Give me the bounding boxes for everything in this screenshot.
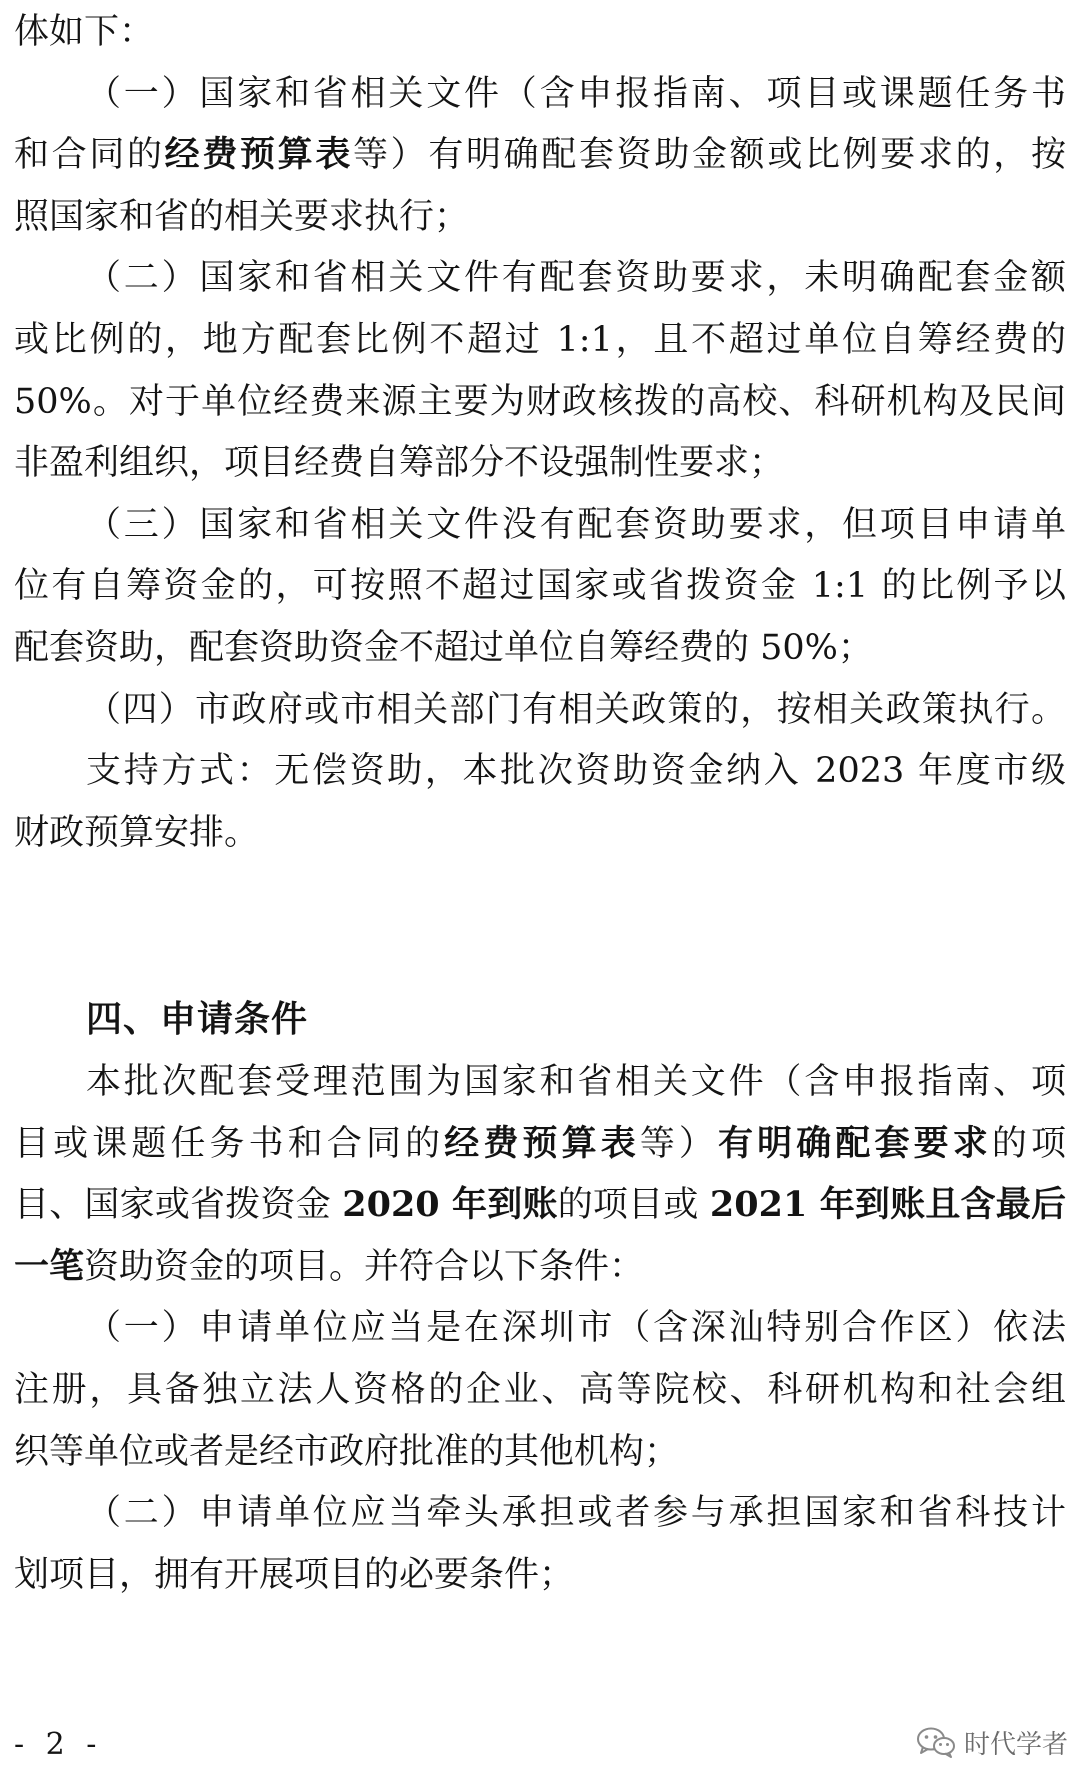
bold-text-segment: 经费预算表 [164, 134, 353, 176]
text-segment: 注册，具备独立法人资格的企业、高等院校、科研机构和社会组 [14, 1370, 1066, 1410]
text-segment: 配套资助，配套资助资金不超过单位自筹经费的 50%； [14, 628, 873, 668]
bold-text-segment: 经费预算表 [444, 1122, 640, 1164]
text-line [14, 2, 1066, 62]
text-segment: 支持方式：无偿资助，本批次资助资金纳入 2023 年度市级 [86, 751, 1066, 792]
bold-text-segment: 有明确配套要求 [718, 1122, 992, 1164]
text-segment: 照国家和省的相关要求执行； [14, 196, 470, 237]
text-line [14, 187, 1066, 247]
text-line [14, 618, 1066, 678]
wechat-icon [916, 1726, 956, 1758]
text-line [14, 248, 1066, 308]
text-segment: 资助资金的项目。并符合以下条件： [84, 1246, 645, 1287]
text-segment: 财政预算安排。 [14, 812, 260, 853]
text-segment: 位有自筹资金的，可按照不超过国家或省拨资金 1:1 的比例予以 [14, 566, 1066, 607]
page-number: - 2 - [14, 1727, 103, 1762]
text-line [14, 125, 1066, 185]
text-segment: （一）国家和省相关文件（含申报指南、项目或课题任务书 [86, 73, 1066, 114]
bold-text-segment: 一笔 [14, 1245, 85, 1287]
text-segment: 本批次配套受理范围为国家和省相关文件（含申报指南、项 [86, 1062, 1066, 1102]
text-segment: 的项 [991, 1123, 1066, 1164]
text-line [14, 433, 1066, 493]
text-line [14, 495, 1066, 555]
text-line [14, 1298, 1066, 1358]
text-segment: 体如下： [14, 12, 155, 52]
text-segment: （四）市政府或市相关部门有相关政策的，按相关政策执行。 [86, 689, 1066, 730]
section-heading: 四、申请条件 [86, 999, 309, 1040]
watermark [916, 1722, 1068, 1762]
text-line [14, 741, 1066, 801]
text-segment: 等）有明确配套资助金额或比例要求的，按 [353, 135, 1066, 176]
text-segment: 的项目或 [557, 1185, 710, 1226]
text-segment: 或比例的，地方配套比例不超过 1:1，且不超过单位自筹经费的 [14, 320, 1066, 360]
text-line [14, 64, 1066, 124]
text-segment: 织等单位或者是经市政府批准的其他机构； [14, 1431, 680, 1472]
text-line [14, 1545, 1066, 1605]
text-line [14, 310, 1066, 370]
text-line [14, 1114, 1066, 1174]
text-line [14, 372, 1066, 432]
bold-text-segment: 2020 年到账 [342, 1184, 558, 1226]
text-line [14, 1483, 1066, 1543]
text-segment: 目、国家或省拨资金 [14, 1185, 343, 1226]
text-line [14, 803, 1066, 863]
text-segment: （二）国家和省相关文件有配套资助要求，未明确配套金额 [86, 258, 1066, 299]
text-line [14, 1052, 1066, 1112]
text-line [14, 556, 1066, 616]
text-segment: 划项目，拥有开展项目的必要条件； [14, 1554, 575, 1595]
watermark-text: 时代学者 [963, 1729, 1068, 1760]
text-line [14, 1422, 1066, 1482]
text-line [14, 1237, 1066, 1297]
text-segment: 目或课题任务书和合同的 [14, 1123, 445, 1164]
text-segment: 50%。对于单位经费来源主要为财政核拨的高校、科研机构及民间 [14, 381, 1066, 422]
text-segment: 等） [639, 1123, 719, 1164]
text-segment: （一）申请单位应当是在深圳市（含深汕特别合作区）依法 [86, 1308, 1066, 1349]
bold-text-segment: 2021 年到账且含最后 [709, 1184, 1066, 1226]
text-line [14, 680, 1066, 740]
text-segment: 和合同的 [14, 135, 165, 176]
text-segment: （二）申请单位应当牵头承担或者参与承担国家和省科技计 [86, 1493, 1066, 1534]
text-segment: （三）国家和省相关文件没有配套资助要求，但项目申请单 [86, 504, 1066, 545]
text-line [14, 1360, 1066, 1420]
text-line [14, 1175, 1066, 1235]
text-segment: 非盈利组织，项目经费自筹部分不设强制性要求； [14, 443, 785, 484]
